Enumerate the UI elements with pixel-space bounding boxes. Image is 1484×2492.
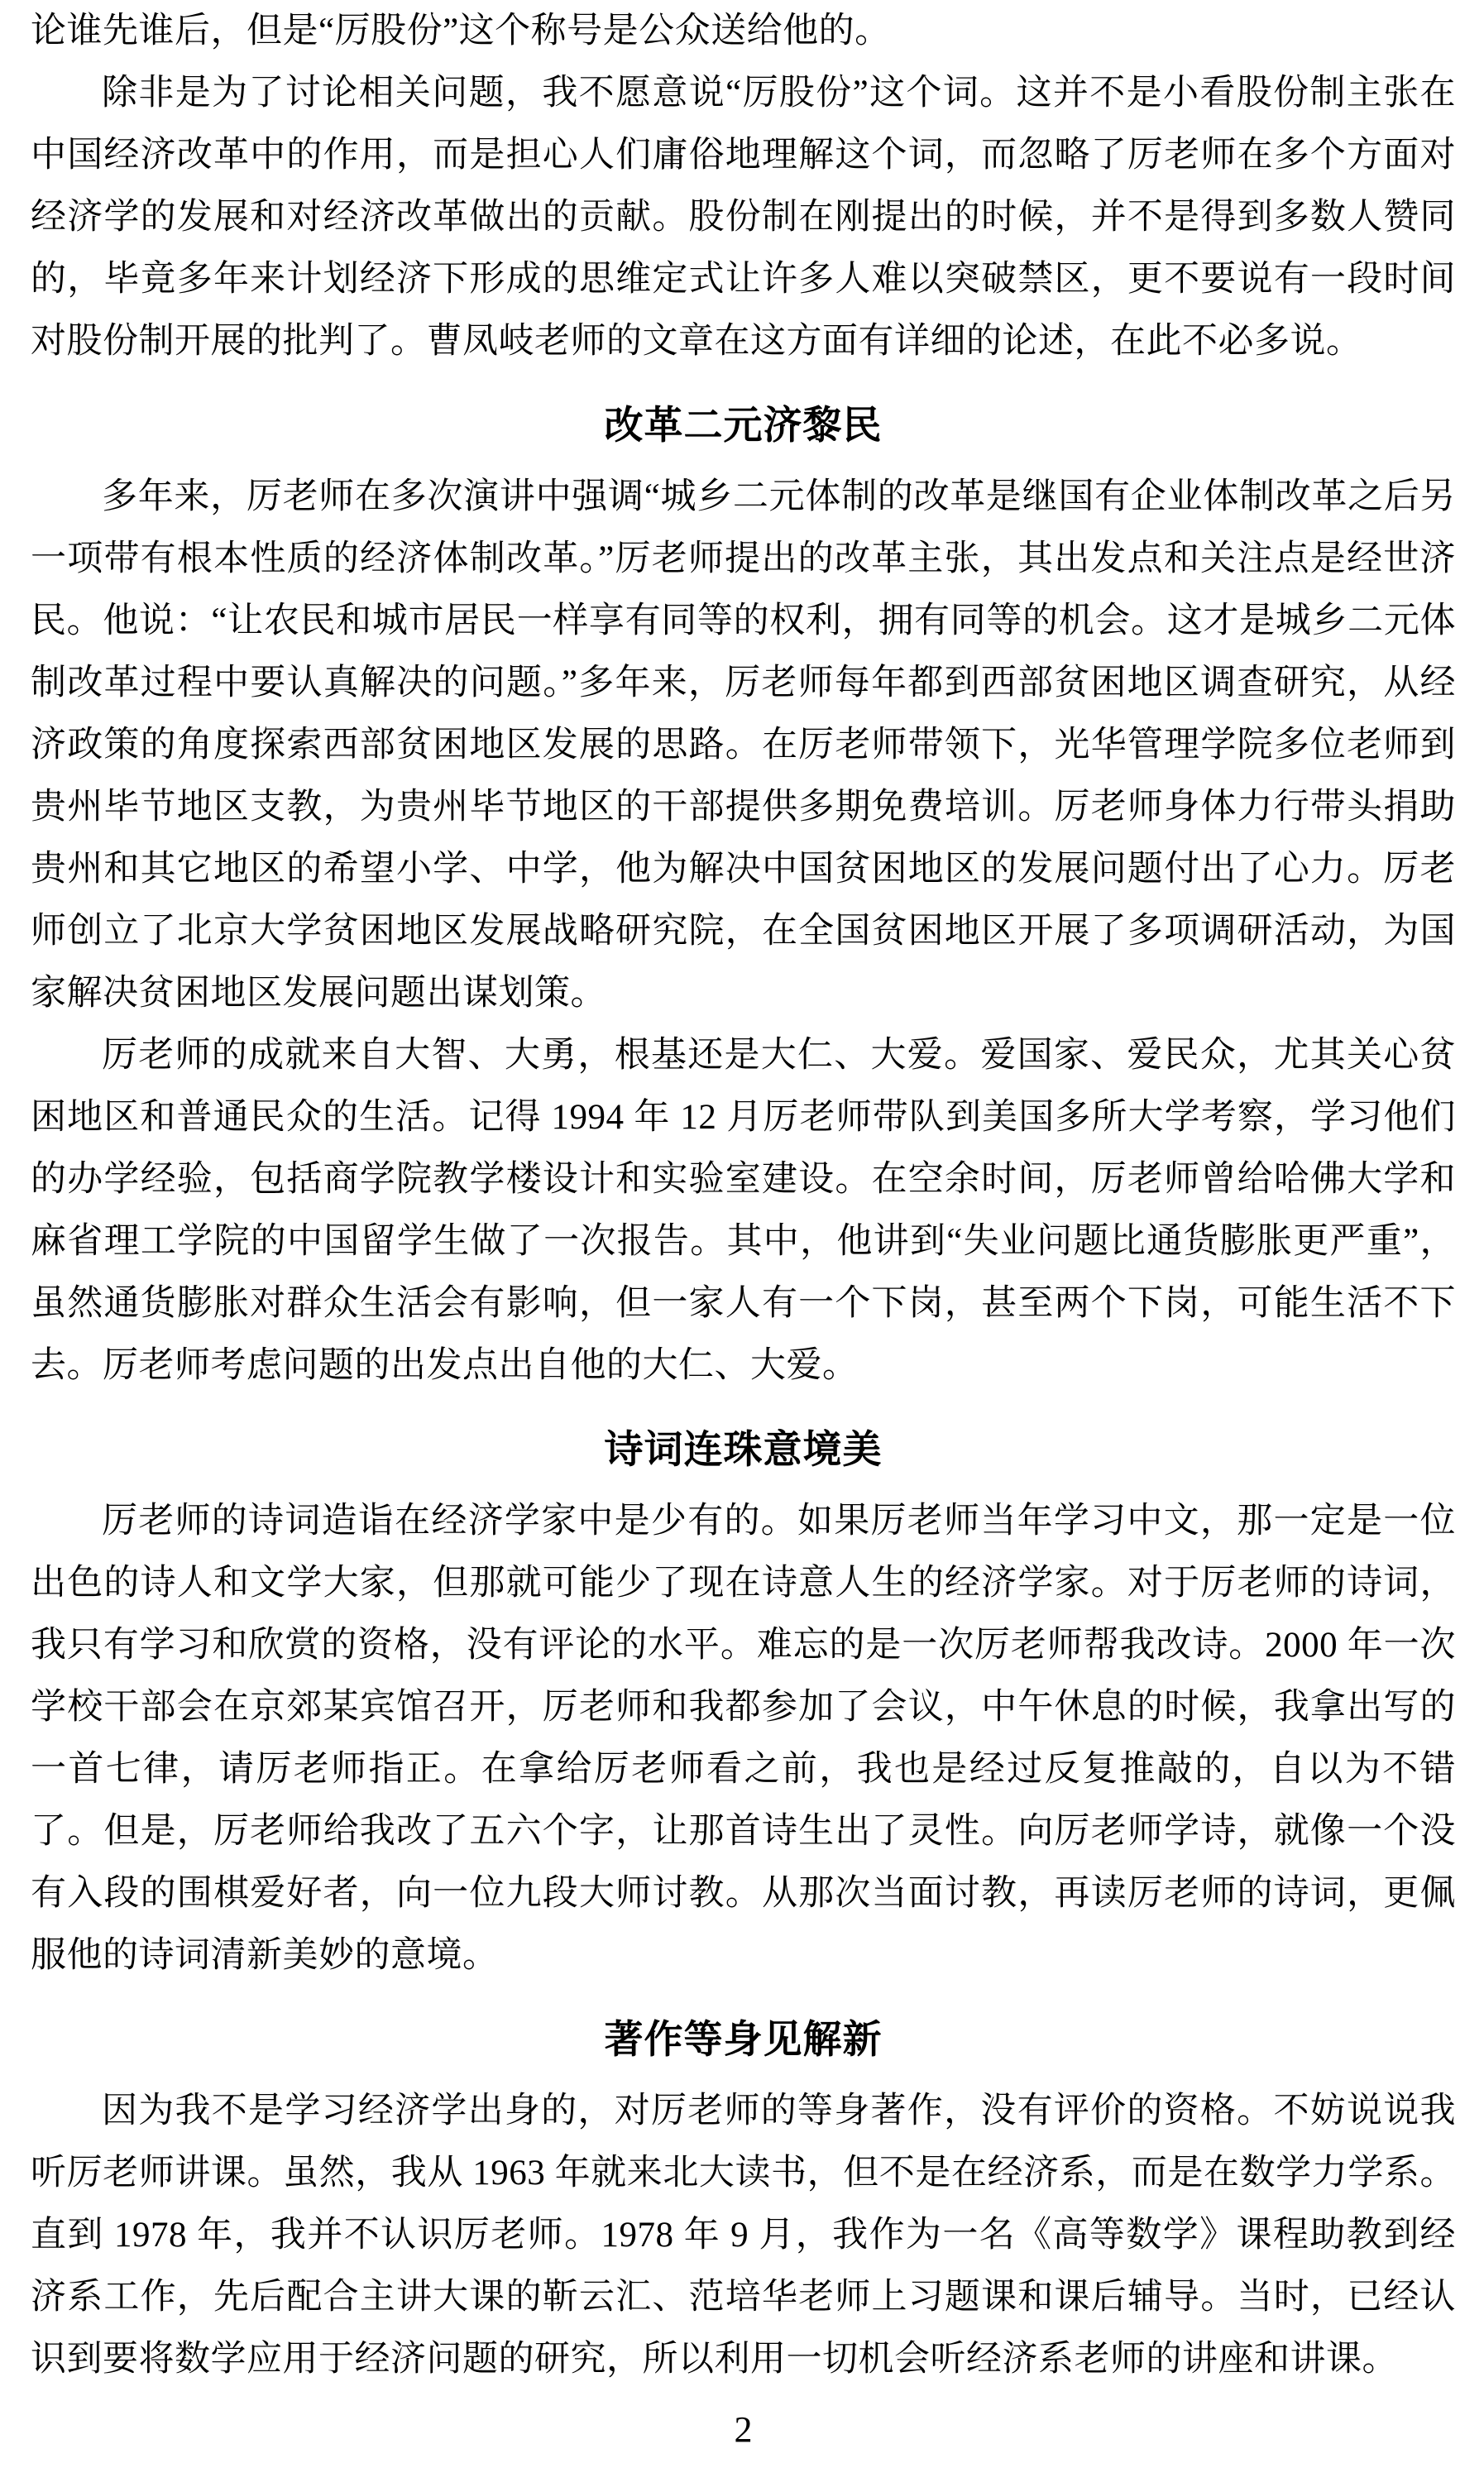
section-heading-works: 著作等身见解新: [604, 2019, 883, 2062]
page-number: 2: [734, 2409, 753, 2450]
paragraph-poetry: 厉老师的诗词造诣在经济学家中是少有的。如果厉老师当年学习中文，那一定是一位出色的诗人和文学大家，但那就可能少了现在诗意人生的经济学家。对于厉老师的诗词，我只有学习和欣赏的资格，没有评论的水平。难忘的是一次厉老师帮我改诗。2000 年一次学校干部会在京郊某宾馆召开，厉老师和我都参加了会议，中午休息的时候，我拿出写的一首七律，请厉老师指正。在拿给厉老师看之前，我也是经过反复推敲的，自以为不错了。但是，厉老师给我改了五六个字，让那首诗生出了灵性。向厉老师学诗，就像一个没有入段的围棋爱好者，向一位九段大师讨教。从那次当面讨教，再读厉老师的诗词，更佩服他的诗词清新美妙的意境。: [31, 1502, 1456, 1975]
section-heading-dual-system-reform: 改革二元济黎民: [604, 405, 883, 448]
paragraph-works: 因为我不是学习经济学出身的，对厉老师的等身著作，没有评价的资格。不妨说说我听厉老师讲课。虽然，我从 1963 年就来北大读书，但不是在经济系，而是在数学力学系。直到 1978 年，我并不认识厉老师。1978 年 9 月，我作为一名《高等数学》课程助教到经济系工作，先后配合主讲大课的靳云汇、范培华老师上习题课和课后辅导。当时，已经认识到要将数学应用于经济问题的研究，所以利用一切机会听经济系老师的讲座和讲课。: [31, 2092, 1456, 2379]
section-heading-poetry: 诗词连珠意境美: [604, 1429, 883, 1472]
document-content: [31, 0, 1456, 2461]
paragraph-continuation: 论谁先谁后，但是“厉股份”这个称号是公众送给他的。: [31, 12, 891, 50]
paragraph-dual-system-reform: 多年来，厉老师在多次演讲中强调“城乡二元体制的改革是继国有企业体制改革之后另一项带有根本性质的经济体制改革。”厉老师提出的改革主张，其出发点和关注点是经世济民。他说：“让农民和城市居民一样享有同等的权利，拥有同等的机会。这才是城乡二元体制改革过程中要认真解决的问题。”多年来，厉老师每年都到西部贫困地区调查研究，从经济政策的角度探索西部贫困地区发展的思路。在厉老师带领下，光华管理学院多位老师到贵州毕节地区支教，为贵州毕节地区的干部提供多期免费培训。厉老师身体力行带头捐助贵州和其它地区的希望小学、中学，他为解决中国贫困地区的发展问题付出了心力。厉老师创立了北京大学贫困地区发展战略研究院，在全国贫困地区开展了多项调研活动，为国家解决贫困地区发展问题出谋划策。: [31, 477, 1456, 1013]
paragraph-share-reform: 除非是为了讨论相关问题，我不愿意说“厉股份”这个词。这并不是小看股份制主张在中国经济改革中的作用，而是担心人们庸俗地理解这个词，而忽略了厉老师在多个方面对经济学的发展和对经济改革做出的贡献。股份制在刚提出的时候，并不是得到多数人赞同的，毕竟多年来计划经济下形成的思维定式让许多人难以突破禁区，更不要说有一段时间对股份制开展的批判了。曹凤岐老师的文章在这方面有详细的论述，在此不必多说。: [31, 74, 1456, 361]
paragraph-benevolence: 厉老师的成就来自大智、大勇，根基还是大仁、大爱。爱国家、爱民众，尤其关心贫困地区和普通民众的生活。记得 1994 年 12 月厉老师带队到美国多所大学考察，学习他们的办学经验，包括商学院教学楼设计和实验室建设。在空余时间，厉老师曾给哈佛大学和麻省理工学院的中国留学生做了一次报告。其中，他讲到“失业问题比通货膨胀更严重”，虽然通货膨胀对群众生活会有影响，但一家人有一个下岗，甚至两个下岗，可能生活不下去。厉老师考虑问题的出发点出自他的大仁、大爱。: [31, 1036, 1456, 1385]
